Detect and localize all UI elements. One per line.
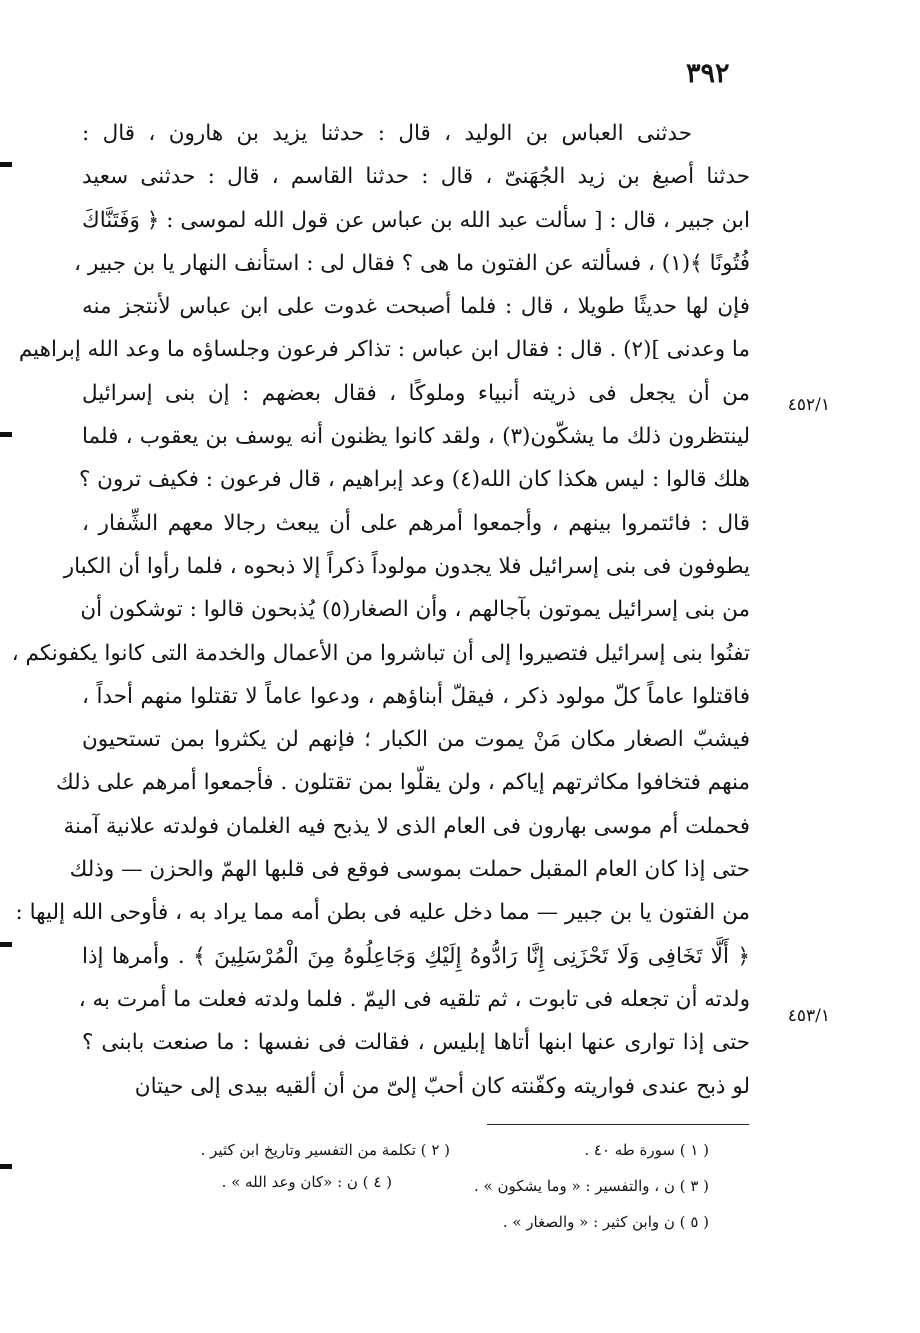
text-line: فاقتلوا عاماً كلّ مولود ذكر ، فيقلّ أبناؤهم ، ودعوا عاماً لا تقتلوا منهم أحداً ، <box>82 683 750 709</box>
text-line: حدثنى العباس بن الوليد ، قال : حدثنا يزيد بن هارون ، قال : <box>82 121 692 146</box>
text-line: ابن جبير ، قال : [ سألت عبد الله بن عباس عن قول الله لموسى : ﴿ وَفَتَنَّاكَ <box>82 207 750 233</box>
text-line: لينتظرون ذلك ما يشكّون(٣) ، ولقد كانوا يظنون أنه يوسف بن يعقوب ، فلما <box>82 424 750 450</box>
margin-reference: ٤٥٢/١ <box>787 395 830 415</box>
text-line: حدثنا أصبغ بن زيد الجُهَنىّ ، قال : حدثنا القاسم ، قال : حدثنى سعيد <box>82 164 750 190</box>
body-text <box>11 112 750 1108</box>
page-edge-mark <box>0 432 12 437</box>
page-number: ٣٩٢ <box>686 58 730 89</box>
page-edge-mark <box>0 942 12 947</box>
text-line: تفنُوا بنى إسرائيل فتصيروا إلى أن تباشروا من الأعمال والخدمة التى كانوا يكفونكم ، <box>11 640 750 666</box>
text-line: فُتُونًا ﴾(١) ، فسألته عن الفتون ما هى ؟ فقال لى : استأنف النهار يا بن جبير ، <box>74 250 750 276</box>
text-line: من أن يجعل فى ذريته أنبياء وملوكًا ، فقال بعضهم : إن بنى إسرائيل <box>82 380 750 406</box>
quran-verse-line: ﴿ أَلَّا تَخَافِى وَلَا تَحْزَنِى إِنَّا رَادُّوهُ إِلَيْكِ وَجَاعِلُوهُ مِنَ الْمُرْسَلِينَ ﴾ . وأمرها إذا <box>82 943 750 969</box>
margin-reference: ٤٥٣/١ <box>787 1006 830 1026</box>
footnote-2: ( ٢ ) تكلمة من التفسير وتاريخ ابن كثير . <box>200 1141 450 1159</box>
text-line: فإن لها حديثًا طويلا ، قال : فلما أصبحت غدوت على ابن عباس لأنتجز منه <box>82 294 750 320</box>
text-line: حتى إذا توارى عنها ابنها أتاها إبليس ، فقالت فى نفسها : ما صنعت بابنى ؟ <box>82 1030 750 1056</box>
text-line: لو ذبح عندى فواريته وكفّنته كان أحبّ إلىّ من أن ألقيه بيدى إلى حيتان <box>134 1073 750 1099</box>
text-line: ولدته أن تجعله فى تابوت ، ثم تلقيه فى اليمّ . فلما ولدته فعلت ما أمرت به ، <box>78 986 750 1012</box>
text-line: قال : فائتمروا بينهم ، وأجمعوا أمرهم على أن يبعث رجالا معهم الشِّفار ، <box>82 510 750 536</box>
text-line: حتى إذا كان العام المقبل حملت بموسى فوقع فى قلبها الهمّ والحزن — وذلك <box>69 857 750 883</box>
footnote-separator <box>487 1124 749 1125</box>
text-line: من بنى إسرائيل يموتون بآجالهم ، وأن الصغار(٥) يُذبحون قالوا : توشكون أن <box>80 597 750 623</box>
footnote-3: ( ٣ ) ن ، والتفسير : « وما يشكون » . <box>474 1177 709 1195</box>
text-line: من الفتون يا بن جبير — مما دخل عليه فى بطن أمه مما يراد به ، فأوحى الله إليها : <box>15 900 750 926</box>
footnote-4: ( ٤ ) ن : «كان وعد الله » . <box>221 1173 392 1191</box>
text-line: فيشبّ الصغار مكان مَنْ يموت من الكبار ؛ فإنهم لن يكثروا بمن تستحيون <box>82 727 750 753</box>
text-line: يطوفون فى بنى إسرائيل فلا يجدون مولوداً ذكراً إلا ذبحوه ، فلما رأوا أن الكبار <box>63 553 750 579</box>
text-line: فحملت أم موسى بهارون فى العام الذى لا يذبح فيه الغلمان فولدته علانية آمنة <box>63 813 750 839</box>
footnote-5: ( ٥ ) ن وابن كثير : « والصغار » . <box>502 1213 709 1231</box>
footnote-1: ( ١ ) سورة طه ٤٠ . <box>584 1141 709 1159</box>
text-line: ما وعدنى ](٢) . قال : فقال ابن عباس : تذاكر فرعون وجلساؤه ما وعد الله إبراهيم <box>18 337 750 363</box>
text-line: هلك قالوا : ليس هكذا كان الله(٤) وعد إبراهيم ، قال فرعون : فكيف ترون ؟ <box>78 467 750 493</box>
text-line: منهم فتخافوا مكاثرتهم إياكم ، ولن يقلّوا بمن تقتلون . فأجمعوا أمرهم على ذلك <box>55 770 750 796</box>
page-edge-mark <box>0 162 12 167</box>
page-edge-mark <box>0 1164 12 1169</box>
